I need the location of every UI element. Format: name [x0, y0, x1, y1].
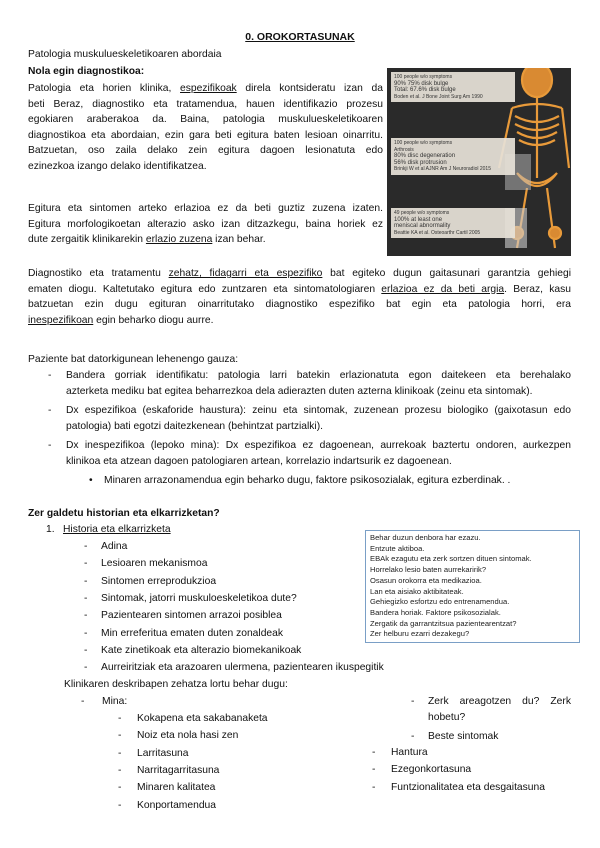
para-line: beti Beraz, diagnostiko eta tratamendua, hauen identifikazio prozesu [28, 98, 383, 110]
para-line: diagnostikoa eta abordaian, ezin gara beti egitura baten lesioan oinarritu. [28, 129, 383, 141]
dash: - [84, 644, 88, 656]
page-title: 0. OROKORTASUNAK [245, 31, 355, 43]
right-item-text: Ezegonkortasuna [391, 764, 472, 776]
para-line: batzuetan ezin dugu egituran oinarritutako diagnostiko espezifiko bat egin eta patologia horri, era [28, 299, 571, 310]
mina-subitem-text: Larritasuna [137, 747, 189, 759]
pazientea-item [48, 403, 571, 434]
underlined-phrase: erlazioa ez da beti argia [381, 283, 505, 295]
pazientea-heading: Paziente bat datorkigunean lehenengo gauza: [28, 354, 239, 365]
dash: - [81, 696, 85, 707]
skeleton-figure [387, 68, 571, 256]
historia-text: Pazientearen sintomen arrazoi posiblea [101, 610, 282, 622]
dash: - [84, 610, 88, 622]
sub-bullet: • [89, 475, 93, 486]
card-3-line-2: 100% at least one [394, 216, 443, 223]
right-subitem [411, 694, 571, 725]
dash: - [372, 764, 376, 776]
historia-text: Sintomen erreprodukzioa [101, 575, 217, 587]
question-line: Zer helburu ezarri dezakegu? [370, 629, 470, 639]
card-2-line-3: 56% disk protrusion [394, 159, 447, 166]
para-line: ematen diogu. Kaltetutako egitura edo zuntzaren eta sintomatologiaren erlazioa ez da beti argia. Beraz, kasu [28, 283, 571, 295]
para-line: Diagnostiko eta tratamentu zehatz, fidagarri eta espezifiko bat egiteko dugun gaitasunari garantzia gehiegi [28, 268, 571, 279]
historia-text: Min erreferitua ematen duten zonaldeak [101, 627, 284, 639]
dash: - [118, 747, 122, 759]
dash: - [118, 764, 122, 776]
mina-subitem-text: Kokapena eta sakabanaketa [137, 713, 268, 724]
historia-text: Adina [101, 541, 128, 552]
question-line: Horrelako lesio baten aurrekaririk? [370, 565, 487, 575]
dash: - [84, 541, 88, 552]
dash: - [118, 730, 122, 742]
question-line: Lan eta aisiako aktibitateak. [370, 586, 464, 596]
question-line: Osasun orokorra eta medikazioa. [370, 575, 482, 585]
card-3-line-3: meniscal abnormality [394, 223, 451, 230]
mina-label: Mina: [102, 696, 128, 707]
question-line: Gehiegizko esfortzu edo entrenamendua. [370, 597, 510, 607]
pazientea-line: azterketa mediku bat egitea beharrezkoa dela adierazten duten azterna klinikoak (zeinu eta sintomak). [66, 385, 533, 397]
dash: - [84, 558, 88, 570]
pazientea-line: Bandera gorriak identifikatu: patologia larri batekin erlazionatuta egon daitekeen eta berehalako [66, 370, 571, 381]
historia-text: Lesioaren mekanismoa [101, 558, 208, 570]
historia-text: Aurreiritziak eta arazoaren ulermena, pazientearen ikuspegitik [101, 662, 384, 674]
para-line: Patologia eta horien klinika, espezifikoak direla kontsideratu izan da [28, 83, 383, 94]
para-line: egokiaren araberakoa da. Baina, patologia muskulueskeletikoaren [28, 114, 383, 125]
dash: - [48, 405, 52, 416]
para-line: dute zergaitik klinikarekin erlazio zuzena izan behar. [28, 234, 266, 245]
paragraph-1 [28, 81, 383, 174]
underlined-phrase: erlazio zuzena [145, 234, 213, 245]
right-item-text: Funtzionalitatea eta desgaitasuna [391, 781, 545, 793]
paragraph-2 [28, 201, 383, 248]
card-3-head: 49 people w/o symptoms [394, 210, 450, 216]
card-2-foot: Brinkji W et al AJNR Am J Neuroradiol 2015 [394, 166, 491, 173]
dash: - [84, 662, 88, 674]
number-1: 1. [46, 524, 55, 535]
question-line: Behar duzun denbora har ezazu. [370, 533, 481, 542]
mina-subitem-text: Minaren kalitatea [137, 782, 216, 794]
section-heading-historia: Zer galdetu historian eta elkarrizketan? [28, 508, 220, 519]
card-1-line-2: Total: 67.6% disk bulge [394, 87, 456, 94]
card-1-line-1: 90% 75% disk bulge [394, 80, 449, 87]
figure-card-3 [391, 208, 515, 238]
pazientea-line: klinikoa eta atzean dagoen patologiaren artean, korrelazio indartsurik ez dagoenean. [66, 455, 452, 467]
figure-card-1 [391, 72, 515, 102]
historia-text: Sintomak, jatorri muskuloeskeletikoa dute? [101, 592, 297, 604]
dash: - [372, 781, 376, 793]
underlined-phrase: zehatz, fidagarri eta espezifiko [168, 268, 323, 279]
underlined-phrase: inespezifikoan [28, 314, 94, 326]
mina-subitem-text: Noiz eta nola hasi zen [137, 730, 239, 742]
question-line: Zergatik da garrantzitsua pazientearentzat? [370, 618, 517, 628]
right-subitem-line: Zerk areagotzen du? Zerk [428, 696, 571, 707]
subtitle: Patologia muskulueskeletikoaren abordaia [28, 49, 222, 60]
card-3-foot: Beattie KA et al. Osteoarthr Cartil 2005 [394, 229, 481, 236]
paragraph-3 [28, 266, 571, 328]
pazientea-item [48, 438, 571, 469]
mina-subitem-text: Konportamendua [137, 799, 217, 811]
pazientea-sub-text: Minaren arrazonamendua egin beharko dugu, faktore psikosozialak, egitura ezberdinak. . [104, 475, 511, 486]
dash: - [118, 782, 122, 794]
underlined-phrase: espezifikoak [180, 83, 237, 94]
para-line: Egitura morfologikoetan alterazio asko izan ditzazkegu, baina horiek ez [28, 218, 383, 230]
para-line: Batzuetan, oso zaila delako zein egitura dagoen lesionatuta edo [28, 145, 383, 156]
card-2-head: 100 people w/o symptoms [394, 140, 453, 146]
pazientea-line: patologia) bati egotzi daitezkenean (behintzat partzialki). [66, 420, 324, 432]
dash: - [118, 713, 122, 724]
pazientea-sub-item [89, 473, 511, 489]
pazientea-item [48, 368, 571, 399]
para-line: inespezifikoan egin beharko diogu aurre. [28, 314, 214, 326]
klinika-line: Klinikaren deskribapen zehatza lortu behar dugu: [64, 679, 288, 690]
dash: - [411, 731, 415, 742]
para-line: ezinezkoa izango delako identifikatzea. [28, 160, 207, 172]
pazientea-line: Dx inespezifikoa (lepoko mina): Dx espezifikoa ez dagoenean, aurrekoak baztertu ondoren, aurkezpen [66, 440, 571, 451]
right-subitem [411, 729, 571, 745]
dash: - [48, 440, 52, 451]
right-subitem-line: hobetu? [428, 711, 466, 723]
figure-card-2 [391, 138, 515, 175]
questions-box [365, 530, 580, 643]
card-1-foot: Boden et al. J Bone Joint Surg Am 1990 [394, 93, 483, 100]
question-line: Entzute aktiboa. [370, 543, 425, 553]
right-item-text: Hantura [391, 747, 428, 758]
numbered-item-label: Historia eta elkarrizketa [63, 524, 171, 535]
pazientea-line: Dx espezifikoa (eskaforide haustura): zeinu eta sintomak, zuzenean prozesu biologiko (gaixotasun edo [66, 405, 571, 416]
dash: - [118, 799, 122, 811]
card-1-head: 100 people w/o symptoms [394, 74, 453, 80]
mina-subitem-text: Narritagarritasuna [137, 764, 220, 776]
card-2-line-2: 80% disc degeneration [394, 153, 456, 160]
question-line: EBAk ezagutu eta zerk sortzen dituen sintomak. [370, 554, 532, 564]
question-line: Bandera horiak. Faktore psikosozialak. [370, 607, 501, 617]
dash: - [48, 370, 52, 381]
dash: - [411, 696, 415, 707]
dash: - [84, 575, 88, 587]
dash: - [372, 747, 376, 758]
card-2-line-1: Arthrosis [394, 146, 414, 153]
dash: - [84, 592, 88, 604]
dash: - [84, 627, 88, 639]
section-heading-diagnostikoa: Nola egin diagnostikoa: [28, 66, 145, 77]
right-subitem-line: Beste sintomak [428, 731, 499, 742]
historia-text: Kate zinetikoak eta alterazio biomekanikoak [101, 644, 302, 656]
para-line: Egitura eta sintomen arteko erlazioa ez da beti guztiz zuzena izaten. [28, 203, 383, 214]
numbered-item-1 [46, 522, 171, 538]
